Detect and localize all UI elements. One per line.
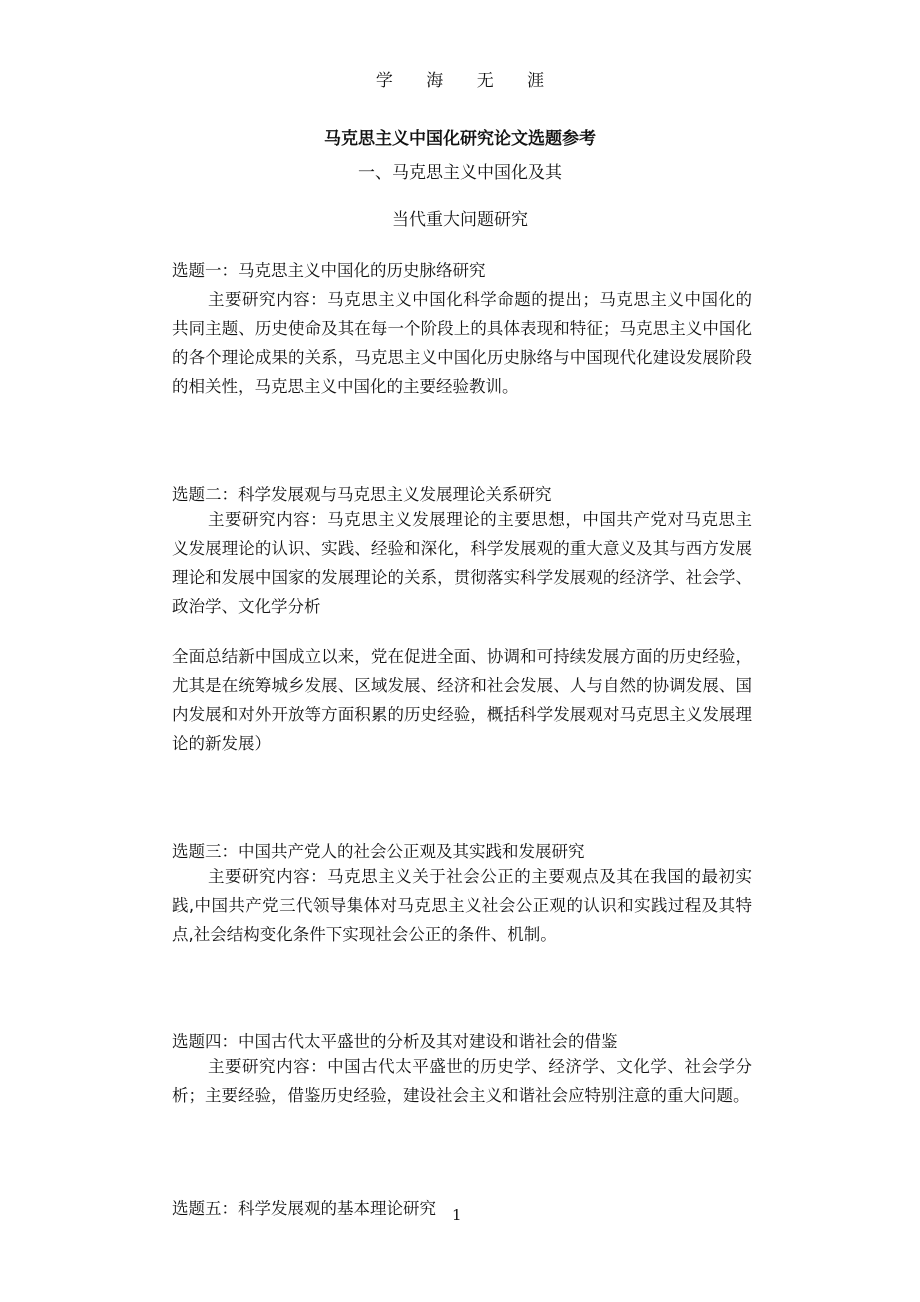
topic-3-title: 选题三：中国共产党人的社会公正观及其实践和发展研究 <box>172 842 585 861</box>
section-heading-line1: 一、马克思主义中国化及其 <box>358 163 562 183</box>
topic-3-content: 主要研究内容：马克思主义关于社会公正的主要观点及其在我国的最初实践,中国共产党三代领导集体对马克思主义社会公正观的认识和实践过程及其特点,社会结构变化条件下实现社会公正的条件、机制。 <box>172 867 752 944</box>
section-heading-line2: 当代重大问题研究 <box>392 210 528 230</box>
topic-1-title: 选题一：马克思主义中国化的历史脉络研究 <box>172 261 486 280</box>
topic-4-title: 选题四：中国古代太平盛世的分析及其对建设和谐社会的借鉴 <box>172 1032 618 1051</box>
topic-1-content: 主要研究内容：马克思主义中国化科学命题的提出；马克思主义中国化的共同主题、历史使命及其在每一个阶段上的具体表现和特征；马克思主义中国化的各个理论成果的关系，马克思主义中国化历史脉络与中国现代化建设发展阶段的相关性，马克思主义中国化的主要经验教训。 <box>172 290 752 396</box>
page-header: 学 海 无 涯 <box>375 71 559 91</box>
page-number: 1 <box>452 1206 462 1224</box>
topic-2-title: 选题二：科学发展观与马克思主义发展理论关系研究 <box>172 485 552 504</box>
topic-5-title: 选题五：科学发展观的基本理论研究 <box>172 1199 436 1218</box>
document-title: 马克思主义中国化研究论文选题参考 <box>324 129 596 149</box>
topic-4-content: 主要研究内容：中国古代太平盛世的历史学、经济学、文化学、社会学分析；主要经验，借鉴历史经验，建设社会主义和谐社会应特别注意的重大问题。 <box>172 1057 752 1105</box>
topic-2-extra: 全面总结新中国成立以来，党在促进全面、协调和可持续发展方面的历史经验，尤其是在统筹城乡发展、区域发展、经济和社会发展、人与自然的协调发展、国内发展和对外开放等方面积累的历史经验，概括科学发展观对马克思主义发展理论的新发展） <box>172 647 752 753</box>
topic-2-content: 主要研究内容：马克思主义发展理论的主要思想，中国共产党对马克思主义发展理论的认识、实践、经验和深化，科学发展观的重大意义及其与西方发展理论和发展中国家的发展理论的关系，贯彻落实科学发展观的经济学、社会学、政治学、文化学分析 <box>172 510 752 616</box>
